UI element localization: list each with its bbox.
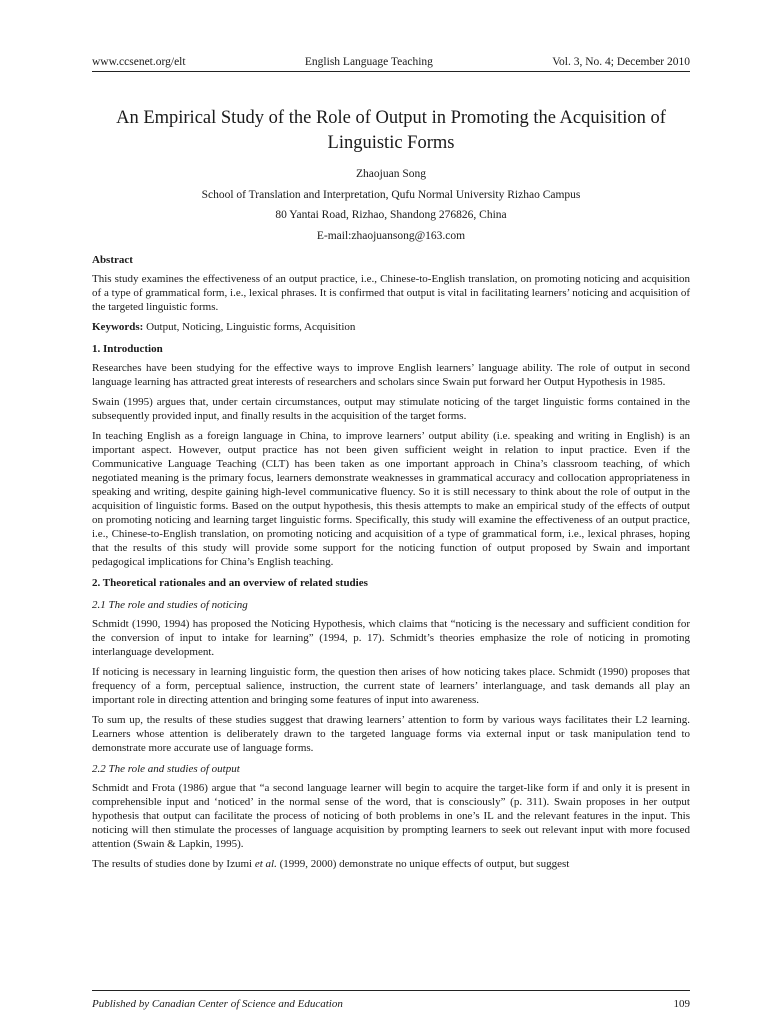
paragraph: To sum up, the results of these studies suggest that drawing learners’ attention to form by various ways facilitates their L2 learning. Learners whose attention is deliberately drawn to the targeted language forms via external input or task manipulation tend to demonstrate more accurate use of language forms. bbox=[92, 714, 690, 754]
author-name: Zhaojuan Song bbox=[356, 168, 426, 180]
header-journal: English Language Teaching bbox=[304, 56, 433, 68]
subsection-heading-output: 2.2 The role and studies of output bbox=[92, 763, 240, 775]
keywords-label: Keywords: bbox=[92, 321, 144, 333]
page-footer bbox=[92, 990, 690, 1010]
paragraph: In teaching English as a foreign language in China, to improve learners’ output ability (i.e. speaking and writing in English) is an important aspect. However, output practice has not been given sufficient weight in relation to input practice. Even if the Communicative Language Teaching (CLT) has been taken as one important approach in China’s classroom teaching, of which negotiated meaning is the primary focus, learners demonstrate weaknesses in grammatical accuracy and collocation appropriateness in speaking and writing, despite gaining high-level communicative fluency. So it is still necessary to think about the role of output in the acquisition of linguistic forms. Based on the output hypothesis, this thesis attempts to make an empirical study of the effects of output on promoting noticing and learning target linguistic forms. Specifically, this study will examine the effectiveness of an output practice, i.e., Chinese-to-English translation, on promoting noticing and acquisition of a type of grammatical form, i.e., lexical phrases, hoping that the results of this study will provide some support for the noticing function of output proposed by Swain and important pedagogical implications for China’s English teaching. bbox=[92, 430, 690, 568]
author-block bbox=[92, 164, 690, 246]
section-heading-theoretical: 2. Theoretical rationales and an overview of related studies bbox=[92, 577, 368, 589]
paragraph: If noticing is necessary in learning linguistic form, the question then arises of how noticing takes place. Schmidt (1990) proposes that frequency of a form, perceptual salience, instruction, the current state of learners’ interlanguage, and task demands all play an important role in directing attention and bringing some features of input into awareness. bbox=[92, 666, 690, 706]
paragraph: Schmidt and Frota (1986) argue that “a second language learner will begin to acquire the target-like form if and only it is present in comprehensible input and ‘noticed’ in the normal sense of the word, that is consciously” (p. 311). Swain proposes in her output hypothesis that output can facilitate the process of noticing of both problems in one’s IL and the relevant features in the input. This noticing will then stimulate the processes of language acquisition by prompting learners to seek out relevant input with more focused attention (Swain & Lapkin, 1995). bbox=[92, 782, 690, 850]
header-issue: Vol. 3, No. 4; December 2010 bbox=[552, 56, 690, 68]
section-heading-introduction: 1. Introduction bbox=[92, 343, 163, 355]
page-number: 109 bbox=[673, 998, 690, 1010]
keywords-text: Output, Noticing, Linguistic forms, Acquisition bbox=[143, 321, 356, 333]
running-header bbox=[92, 50, 690, 72]
article-title: An Empirical Study of the Role of Output in Promoting the Acquisition of Linguistic Forms bbox=[116, 108, 666, 153]
abstract-heading: Abstract bbox=[92, 254, 133, 266]
paragraph-last: The results of studies done by Izumi et al. (1999, 2000) demonstrate no unique effects of output, but suggest bbox=[92, 858, 570, 870]
paragraph: Swain (1995) argues that, under certain circumstances, output may stimulate noticing of the target linguistic forms contained in the subsequently provided input, and finally results in the acquisition of the target forms. bbox=[92, 396, 690, 422]
subsection-heading-noticing: 2.1 The role and studies of noticing bbox=[92, 599, 248, 611]
keywords-line bbox=[92, 320, 690, 335]
author-address: 80 Yantai Road, Rizhao, Shandong 276826, China bbox=[275, 209, 507, 221]
header-url[interactable]: www.ccsenet.org/elt bbox=[92, 56, 186, 68]
paragraph: Schmidt (1990, 1994) has proposed the Noticing Hypothesis, which claims that “noticing is the necessary and sufficient condition for the conversion of input to intake for learning” (1994, p. 17). Schmidt’s theories emphasize the role of noticing in promoting interlanguage development. bbox=[92, 618, 690, 658]
abstract-text: This study examines the effectiveness of an output practice, i.e., Chinese-to-English translation, on promoting noticing and acquisition of a type of grammatical form, i.e., lexical phrases. It is confirmed that output is vital in facilitating learners’ noticing and acquisition of the targeted linguistic forms. bbox=[92, 273, 690, 313]
paragraph: Researches have been studying for the effective ways to improve English learners’ language ability. The role of output in second language learning has attracted great interests of researchers and scholars since Swain put forward her Output Hypothesis in 1985. bbox=[92, 362, 690, 388]
footer-publisher: Published by Canadian Center of Science and Education bbox=[92, 998, 343, 1010]
author-affiliation: School of Translation and Interpretation, Qufu Normal University Rizhao Campus bbox=[201, 188, 581, 201]
article-body bbox=[92, 106, 690, 877]
author-email[interactable]: E-mail:zhaojuansong@163.com bbox=[316, 229, 466, 242]
